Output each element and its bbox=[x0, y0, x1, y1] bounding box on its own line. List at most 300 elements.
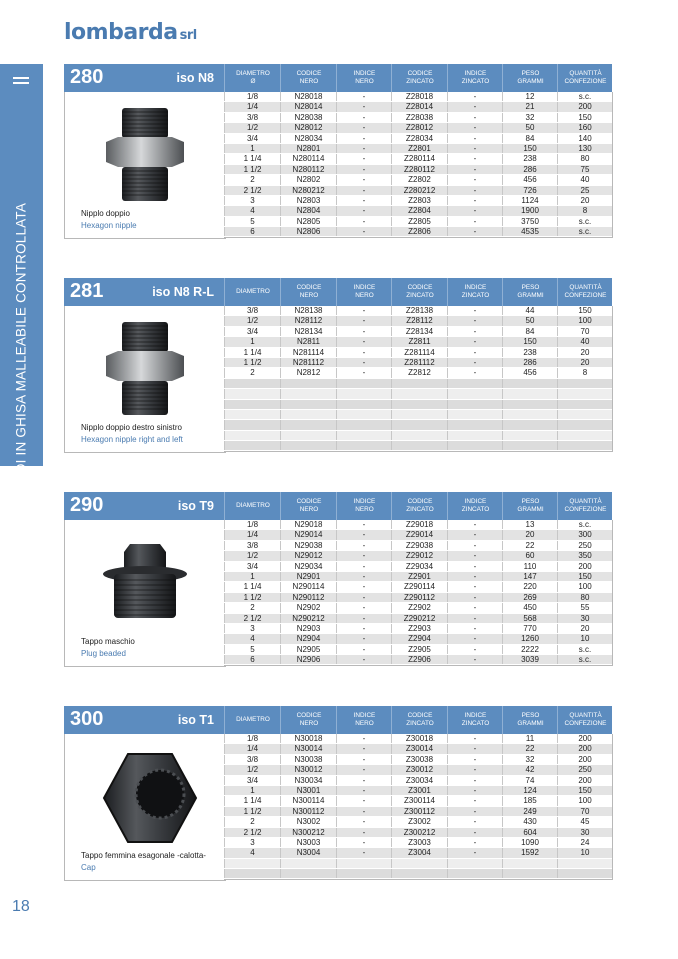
table-cell: - bbox=[336, 744, 391, 753]
table-cell: - bbox=[336, 113, 391, 122]
table-cell: - bbox=[336, 175, 391, 184]
table-cell: 2222 bbox=[502, 645, 557, 654]
table-cell: 1 1/2 bbox=[224, 807, 280, 816]
table-cell: - bbox=[336, 776, 391, 785]
table-cell: N2906 bbox=[280, 655, 336, 664]
table-cell: 25 bbox=[557, 186, 612, 195]
table-row bbox=[224, 227, 612, 237]
table-cell bbox=[391, 859, 447, 868]
table-cell: N2812 bbox=[280, 368, 336, 377]
table-cell: 1 bbox=[224, 144, 280, 153]
table-cell bbox=[557, 400, 612, 409]
table-cell: 3039 bbox=[502, 655, 557, 664]
table-cell: N30014 bbox=[280, 744, 336, 753]
table-cell: N2904 bbox=[280, 634, 336, 643]
column-header: QUANTITÀ CONFEZIONE bbox=[557, 278, 613, 306]
table-cell: - bbox=[336, 134, 391, 143]
table-cell bbox=[502, 410, 557, 419]
table-cell: 40 bbox=[557, 175, 612, 184]
table-cell: N29012 bbox=[280, 551, 336, 560]
table-cell: 150 bbox=[502, 337, 557, 346]
table-cell: - bbox=[447, 755, 502, 764]
table-cell: - bbox=[336, 582, 391, 591]
table-cell: 1 1/4 bbox=[224, 154, 280, 163]
table-cell: 1592 bbox=[502, 848, 557, 857]
table-cell: 80 bbox=[557, 154, 612, 163]
table-cell: 3/8 bbox=[224, 755, 280, 764]
table-cell bbox=[447, 869, 502, 878]
table-cell: Z2904 bbox=[391, 634, 447, 643]
table-cell: Z30034 bbox=[391, 776, 447, 785]
table-cell: N2902 bbox=[280, 603, 336, 612]
table-cell: 2 bbox=[224, 603, 280, 612]
table-cell: 13 bbox=[502, 520, 557, 529]
table-cell: - bbox=[336, 755, 391, 764]
table-cell: 456 bbox=[502, 175, 557, 184]
column-header: QUANTITÀ CONFEZIONE bbox=[557, 64, 613, 92]
table-cell: N2803 bbox=[280, 196, 336, 205]
table-cell: - bbox=[447, 614, 502, 623]
table-cell: 1 1/2 bbox=[224, 165, 280, 174]
table-cell: 140 bbox=[557, 134, 612, 143]
table-cell: 20 bbox=[557, 196, 612, 205]
column-header: CODICE ZINCATO bbox=[391, 64, 448, 92]
table-cell bbox=[224, 389, 280, 398]
table-cell: 45 bbox=[557, 817, 612, 826]
table-cell: 4 bbox=[224, 848, 280, 857]
table-row bbox=[224, 144, 612, 154]
block-header bbox=[64, 64, 612, 92]
table-cell: 1 bbox=[224, 337, 280, 346]
caption-english: Hexagon nipple bbox=[81, 220, 137, 230]
table-cell: Z2804 bbox=[391, 206, 447, 215]
table-row bbox=[224, 655, 612, 665]
table-row bbox=[224, 316, 612, 326]
table-cell: N28034 bbox=[280, 134, 336, 143]
table-cell bbox=[557, 379, 612, 388]
column-header: DIAMETRO bbox=[224, 278, 281, 306]
table-cell: - bbox=[336, 828, 391, 837]
table-cell: - bbox=[447, 734, 502, 743]
column-header: CODICE NERO bbox=[280, 278, 337, 306]
table-cell: - bbox=[447, 337, 502, 346]
table-cell: Z3001 bbox=[391, 786, 447, 795]
table-cell: Z30014 bbox=[391, 744, 447, 753]
table-cell: 22 bbox=[502, 541, 557, 550]
data-table bbox=[224, 734, 613, 880]
table-cell: N2806 bbox=[280, 227, 336, 236]
table-cell: Z300114 bbox=[391, 796, 447, 805]
table-cell: Z28012 bbox=[391, 123, 447, 132]
table-cell: N281112 bbox=[280, 358, 336, 367]
table-cell: 3750 bbox=[502, 217, 557, 226]
product-block-281 bbox=[64, 278, 612, 453]
table-cell: N3001 bbox=[280, 786, 336, 795]
table-cell: - bbox=[336, 624, 391, 633]
table-cell: - bbox=[447, 817, 502, 826]
table-cell: - bbox=[336, 614, 391, 623]
table-cell: s.c. bbox=[557, 655, 612, 664]
table-cell: 44 bbox=[502, 306, 557, 315]
column-header: CODICE NERO bbox=[280, 492, 337, 520]
table-cell: 1 1/2 bbox=[224, 593, 280, 602]
table-cell: 130 bbox=[557, 144, 612, 153]
table-cell: 74 bbox=[502, 776, 557, 785]
table-cell: - bbox=[336, 227, 391, 236]
table-cell bbox=[280, 431, 336, 440]
table-cell: 1260 bbox=[502, 634, 557, 643]
table-cell: 200 bbox=[557, 755, 612, 764]
table-row bbox=[224, 634, 612, 644]
table-cell: - bbox=[447, 165, 502, 174]
table-cell: Z281114 bbox=[391, 348, 447, 357]
table-cell: N2901 bbox=[280, 572, 336, 581]
table-cell: 300 bbox=[557, 530, 612, 539]
table-row bbox=[224, 614, 612, 624]
column-header: INDICE NERO bbox=[336, 278, 392, 306]
table-cell: - bbox=[336, 154, 391, 163]
table-row bbox=[224, 776, 612, 786]
table-cell: - bbox=[447, 144, 502, 153]
table-cell: N29014 bbox=[280, 530, 336, 539]
table-cell: 200 bbox=[557, 102, 612, 111]
table-cell: 2 bbox=[224, 368, 280, 377]
table-row bbox=[224, 206, 612, 216]
table-cell: - bbox=[336, 796, 391, 805]
table-cell: N2903 bbox=[280, 624, 336, 633]
table-row bbox=[224, 807, 612, 817]
table-cell bbox=[280, 400, 336, 409]
table-cell: 250 bbox=[557, 541, 612, 550]
table-cell: - bbox=[336, 144, 391, 153]
table-cell: - bbox=[336, 562, 391, 571]
table-cell: 150 bbox=[502, 144, 557, 153]
table-cell: 4535 bbox=[502, 227, 557, 236]
table-cell: N30018 bbox=[280, 734, 336, 743]
table-cell: 3/4 bbox=[224, 134, 280, 143]
table-cell: - bbox=[447, 358, 502, 367]
table-cell: - bbox=[447, 196, 502, 205]
table-cell: 3 bbox=[224, 196, 280, 205]
caption-english: Cap bbox=[81, 862, 96, 872]
table-cell: 5 bbox=[224, 217, 280, 226]
table-cell: - bbox=[447, 217, 502, 226]
table-cell: Z300212 bbox=[391, 828, 447, 837]
table-cell: - bbox=[447, 327, 502, 336]
table-cell: - bbox=[336, 593, 391, 602]
table-cell bbox=[224, 420, 280, 429]
table-cell: 100 bbox=[557, 582, 612, 591]
table-cell: - bbox=[336, 358, 391, 367]
table-cell bbox=[224, 431, 280, 440]
table-cell: N280212 bbox=[280, 186, 336, 195]
table-cell: Z2805 bbox=[391, 217, 447, 226]
table-cell: - bbox=[336, 603, 391, 612]
column-header: PESO GRAMMI bbox=[502, 492, 558, 520]
table-row bbox=[224, 734, 612, 744]
page-number: 18 bbox=[12, 898, 30, 915]
table-cell: 6 bbox=[224, 655, 280, 664]
table-cell: - bbox=[336, 306, 391, 315]
table-cell: 150 bbox=[557, 786, 612, 795]
table-row bbox=[224, 848, 612, 858]
table-cell: Z29012 bbox=[391, 551, 447, 560]
table-row bbox=[224, 755, 612, 765]
table-cell: 1/4 bbox=[224, 744, 280, 753]
table-cell: - bbox=[336, 337, 391, 346]
plug-beaded-image bbox=[100, 540, 190, 630]
table-row bbox=[224, 348, 612, 358]
table-cell: 110 bbox=[502, 562, 557, 571]
table-row bbox=[224, 441, 612, 451]
table-cell: 604 bbox=[502, 828, 557, 837]
table-row bbox=[224, 530, 612, 540]
column-header: CODICE NERO bbox=[280, 706, 337, 734]
table-cell: 1/4 bbox=[224, 102, 280, 111]
data-table bbox=[224, 306, 613, 452]
table-row bbox=[224, 869, 612, 879]
table-cell: Z28014 bbox=[391, 102, 447, 111]
table-row bbox=[224, 859, 612, 869]
column-header: CODICE NERO bbox=[280, 64, 337, 92]
table-cell bbox=[447, 420, 502, 429]
table-cell bbox=[447, 410, 502, 419]
table-cell: 1900 bbox=[502, 206, 557, 215]
table-row bbox=[224, 410, 612, 420]
table-row bbox=[224, 400, 612, 410]
table-row bbox=[224, 165, 612, 175]
table-cell: - bbox=[447, 368, 502, 377]
table-cell: - bbox=[447, 796, 502, 805]
table-cell: Z290114 bbox=[391, 582, 447, 591]
table-cell: - bbox=[336, 316, 391, 325]
table-cell: Z30038 bbox=[391, 755, 447, 764]
column-header: CODICE ZINCATO bbox=[391, 492, 448, 520]
table-cell: 3/8 bbox=[224, 113, 280, 122]
table-cell: 10 bbox=[557, 848, 612, 857]
table-cell: Z3002 bbox=[391, 817, 447, 826]
table-cell bbox=[391, 389, 447, 398]
table-cell bbox=[557, 441, 612, 450]
table-row bbox=[224, 196, 612, 206]
sidebar-title: RACCORDI IN GHISA MALLEABILE CONTROLLATA bbox=[13, 202, 29, 534]
table-cell: 3 bbox=[224, 838, 280, 847]
table-cell: - bbox=[336, 530, 391, 539]
table-cell: - bbox=[447, 582, 502, 591]
table-cell: 286 bbox=[502, 165, 557, 174]
table-cell bbox=[224, 400, 280, 409]
table-cell: - bbox=[336, 765, 391, 774]
column-header: DIAMETRO bbox=[224, 706, 281, 734]
table-cell: - bbox=[336, 196, 391, 205]
table-cell bbox=[557, 869, 612, 878]
table-cell: 8 bbox=[557, 206, 612, 215]
table-cell: Z29034 bbox=[391, 562, 447, 571]
table-cell bbox=[336, 441, 391, 450]
table-cell: N300112 bbox=[280, 807, 336, 816]
table-cell: 60 bbox=[502, 551, 557, 560]
table-cell: 20 bbox=[557, 624, 612, 633]
table-cell: Z280112 bbox=[391, 165, 447, 174]
table-row bbox=[224, 562, 612, 572]
table-cell bbox=[502, 379, 557, 388]
table-cell bbox=[391, 379, 447, 388]
table-cell: 568 bbox=[502, 614, 557, 623]
table-row bbox=[224, 431, 612, 441]
table-cell: 238 bbox=[502, 348, 557, 357]
table-cell: 12 bbox=[502, 92, 557, 101]
table-cell bbox=[336, 389, 391, 398]
table-row bbox=[224, 389, 612, 399]
table-cell: 1/8 bbox=[224, 734, 280, 743]
table-cell: 20 bbox=[502, 530, 557, 539]
table-cell: - bbox=[447, 786, 502, 795]
table-row bbox=[224, 175, 612, 185]
table-cell: - bbox=[447, 113, 502, 122]
table-cell bbox=[447, 400, 502, 409]
table-cell: s.c. bbox=[557, 520, 612, 529]
table-cell: 1 1/4 bbox=[224, 582, 280, 591]
table-cell bbox=[336, 379, 391, 388]
table-cell bbox=[502, 389, 557, 398]
table-cell: N300114 bbox=[280, 796, 336, 805]
table-cell: 24 bbox=[557, 838, 612, 847]
table-row bbox=[224, 796, 612, 806]
table-cell: - bbox=[447, 530, 502, 539]
table-cell: - bbox=[447, 645, 502, 654]
table-cell: - bbox=[336, 368, 391, 377]
table-cell: Z3003 bbox=[391, 838, 447, 847]
table-cell: N28012 bbox=[280, 123, 336, 132]
table-cell: 1090 bbox=[502, 838, 557, 847]
table-cell: 32 bbox=[502, 113, 557, 122]
table-cell bbox=[447, 431, 502, 440]
table-cell: N28014 bbox=[280, 102, 336, 111]
table-cell: N29038 bbox=[280, 541, 336, 550]
table-cell: 30 bbox=[557, 828, 612, 837]
table-cell: 8 bbox=[557, 368, 612, 377]
table-cell: - bbox=[447, 227, 502, 236]
table-cell: 238 bbox=[502, 154, 557, 163]
table-cell: - bbox=[336, 327, 391, 336]
table-cell: 20 bbox=[557, 358, 612, 367]
table-cell: 456 bbox=[502, 368, 557, 377]
table-cell bbox=[224, 379, 280, 388]
table-cell bbox=[447, 441, 502, 450]
table-cell: N3004 bbox=[280, 848, 336, 857]
hexagon-nipple-image bbox=[100, 318, 190, 418]
table-row bbox=[224, 520, 612, 530]
table-cell: - bbox=[336, 123, 391, 132]
table-cell: Z28112 bbox=[391, 316, 447, 325]
table-cell: - bbox=[447, 206, 502, 215]
table-row bbox=[224, 420, 612, 430]
table-cell: N290114 bbox=[280, 582, 336, 591]
table-cell bbox=[280, 859, 336, 868]
table-cell: - bbox=[447, 603, 502, 612]
table-cell: s.c. bbox=[557, 645, 612, 654]
iso-standard: iso T9 bbox=[177, 499, 214, 513]
table-cell: - bbox=[447, 593, 502, 602]
table-cell: 147 bbox=[502, 572, 557, 581]
table-cell: 1/4 bbox=[224, 530, 280, 539]
table-cell bbox=[557, 420, 612, 429]
table-cell: 50 bbox=[502, 123, 557, 132]
column-header: DIAMETRO Ø bbox=[224, 64, 281, 92]
table-cell: Z2811 bbox=[391, 337, 447, 346]
table-cell: 200 bbox=[557, 734, 612, 743]
table-cell: 84 bbox=[502, 134, 557, 143]
table-cell: - bbox=[447, 348, 502, 357]
caption-italian: Tappo femmina esagonale -calotta- bbox=[81, 850, 206, 860]
table-cell: - bbox=[447, 541, 502, 550]
iso-standard: iso N8 R-L bbox=[152, 285, 214, 299]
table-cell bbox=[557, 859, 612, 868]
table-cell: - bbox=[447, 572, 502, 581]
table-cell: N2805 bbox=[280, 217, 336, 226]
table-row bbox=[224, 134, 612, 144]
table-cell: N29034 bbox=[280, 562, 336, 571]
table-cell: - bbox=[447, 765, 502, 774]
table-cell: Z281112 bbox=[391, 358, 447, 367]
table-cell: N30034 bbox=[280, 776, 336, 785]
brand-logo bbox=[64, 20, 197, 45]
table-cell: 5 bbox=[224, 645, 280, 654]
table-row bbox=[224, 92, 612, 102]
table-cell: 200 bbox=[557, 744, 612, 753]
column-header: INDICE NERO bbox=[336, 706, 392, 734]
table-row bbox=[224, 368, 612, 378]
table-cell: - bbox=[336, 817, 391, 826]
table-cell: 269 bbox=[502, 593, 557, 602]
table-cell bbox=[280, 441, 336, 450]
table-cell: Z28134 bbox=[391, 327, 447, 336]
column-header: PESO GRAMMI bbox=[502, 706, 558, 734]
table-cell bbox=[224, 859, 280, 868]
brand-suffix: srl bbox=[179, 28, 197, 43]
table-cell bbox=[224, 441, 280, 450]
table-cell: 1 1/4 bbox=[224, 796, 280, 805]
table-cell bbox=[502, 441, 557, 450]
table-cell: - bbox=[336, 92, 391, 101]
table-cell: - bbox=[447, 655, 502, 664]
table-cell: - bbox=[336, 186, 391, 195]
caption-italian: Nipplo doppio bbox=[81, 208, 130, 218]
table-cell: 1/2 bbox=[224, 551, 280, 560]
table-cell: N3003 bbox=[280, 838, 336, 847]
table-cell: 3/4 bbox=[224, 562, 280, 571]
table-row bbox=[224, 306, 612, 316]
table-cell: N2802 bbox=[280, 175, 336, 184]
table-cell: 21 bbox=[502, 102, 557, 111]
table-cell: - bbox=[447, 316, 502, 325]
product-block-290 bbox=[64, 492, 612, 667]
table-cell: 160 bbox=[557, 123, 612, 132]
table-cell: - bbox=[447, 123, 502, 132]
table-cell: Z2903 bbox=[391, 624, 447, 633]
table-cell: - bbox=[336, 786, 391, 795]
table-cell: Z29018 bbox=[391, 520, 447, 529]
table-cell bbox=[336, 410, 391, 419]
product-image-panel bbox=[64, 306, 226, 453]
table-cell bbox=[502, 859, 557, 868]
table-cell: N28018 bbox=[280, 92, 336, 101]
table-cell: Z290112 bbox=[391, 593, 447, 602]
block-header bbox=[64, 278, 612, 306]
table-cell bbox=[280, 389, 336, 398]
table-cell: 70 bbox=[557, 327, 612, 336]
table-cell: Z280212 bbox=[391, 186, 447, 195]
